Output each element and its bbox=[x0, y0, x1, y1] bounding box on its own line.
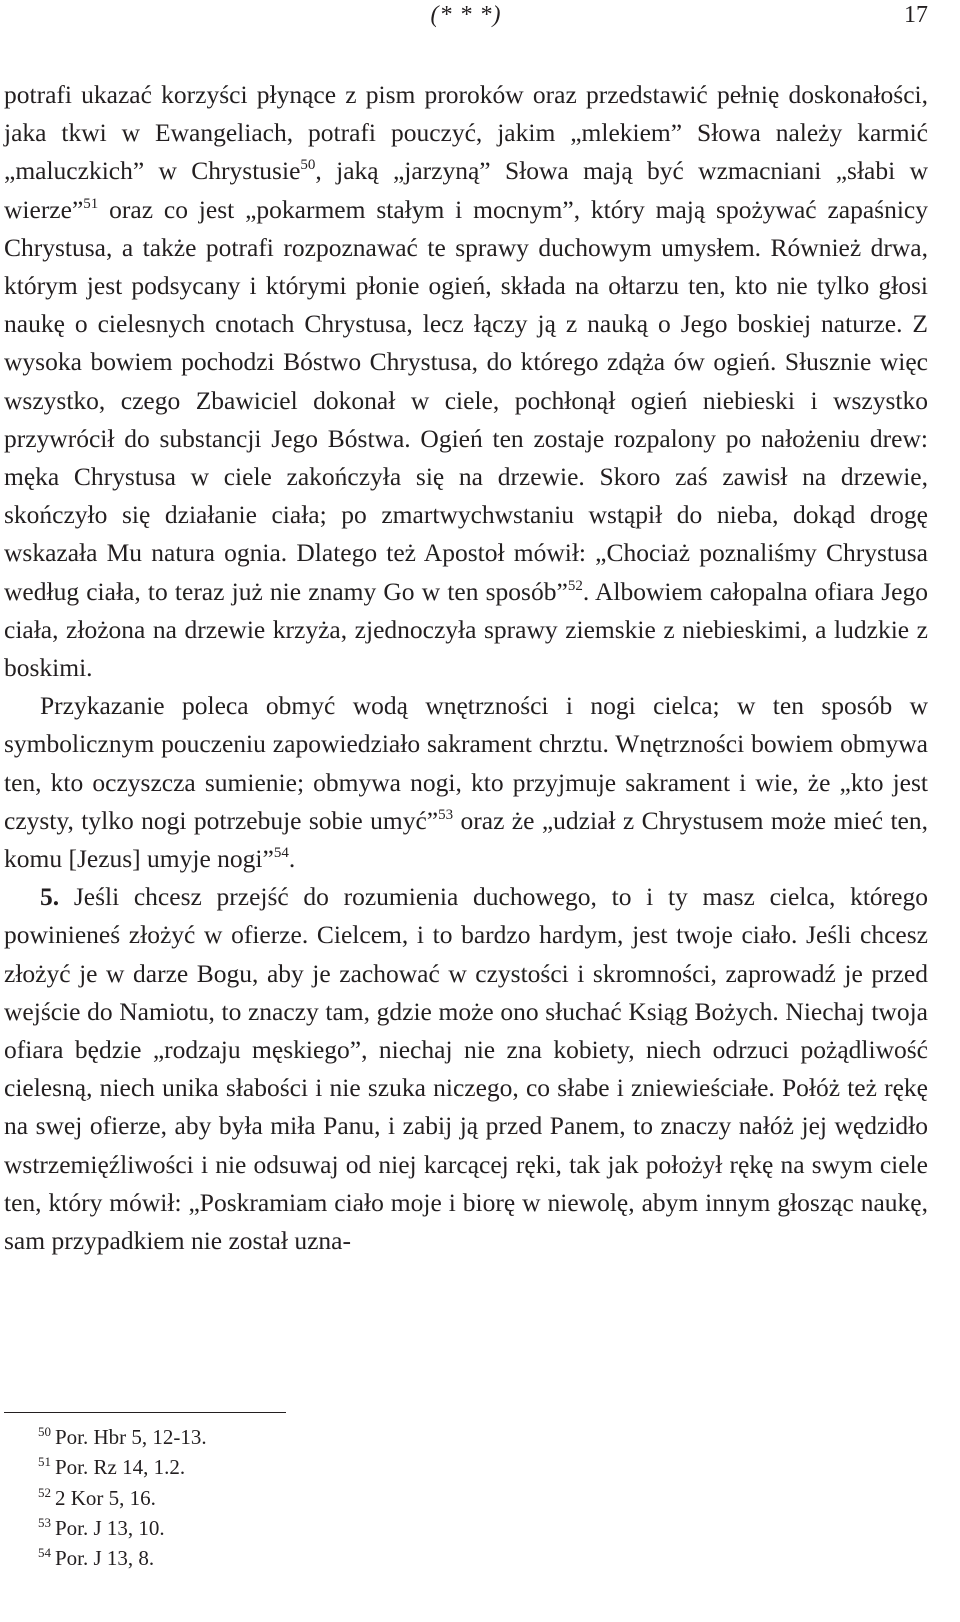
footnote-number: 51 bbox=[38, 1454, 51, 1470]
text-run: Jeśli chcesz przejść do rozumienia duchowego, to i ty masz cielca, którego powinieneś złożyć w ofierze. Cielcem, i to bardzo hardym, jest twoje ciało. Jeśli chcesz złożyć je w darze Bogu, aby je zachować w czystości i skromności, zaprowadź je przed wejście do Namiotu, to znaczy tam, gdzie może ono słuchać Ksiąg Bożych. Niechaj twoja ofiara będzie „rodzaju męskiego”, niechaj nie zna kobiety, niech odrzuci pożądliwość cielesną, niech unika słabości i nie szuka niczego, co słabe i zniewieściałe. Połóż też rękę na swej ofierze, aby była miła Panu, i zabij ją przed Panem, to znaczy nałóż jej wędzidło wstrzemięźliwości i nie odsuwaj od niej karcącej ręki, tak jak położył rękę na swym ciele ten, który mówił: „Poskramiam ciało moje i biorę w niewolę, abym innym głosząc naukę, sam przypadkiem nie został uzna- bbox=[4, 882, 928, 1256]
footnote-text: Por. Rz 14, 1.2. bbox=[55, 1455, 186, 1480]
footnote-text: Por. J 13, 10. bbox=[55, 1515, 165, 1540]
footnote bbox=[38, 1452, 928, 1482]
footnote-reference: 51 bbox=[83, 195, 99, 212]
text-run: , jaką „jarzyną” Słowa mają być wzmacniani „słabi w wierze” bbox=[4, 156, 928, 224]
footnote bbox=[38, 1422, 928, 1452]
footnote-text: Por. J 13, 8. bbox=[55, 1546, 155, 1571]
footnote-number: 54 bbox=[38, 1545, 51, 1561]
footnote bbox=[38, 1513, 928, 1543]
footnote-text: Por. Hbr 5, 12-13. bbox=[55, 1425, 207, 1449]
paragraph bbox=[4, 687, 928, 878]
page-header bbox=[4, 0, 928, 36]
paragraph bbox=[4, 76, 928, 687]
text-run: Przykazanie poleca obmyć wodą wnętrzności i nogi cielca; w ten sposób w symbolicznym pouczeniu zapowiedziało sakrament chrztu. Wnętrzności bowiem obmywa ten, kto oczyszcza sumienie; obmywa nogi, kto przyjmuje sakrament i wie, że „kto jest czysty, tylko nogi potrzebuje sobie umyć” bbox=[4, 691, 928, 835]
footnote bbox=[38, 1483, 928, 1513]
footnote-reference: 53 bbox=[438, 806, 454, 823]
footnote-text: 2 Kor 5, 16. bbox=[55, 1485, 156, 1510]
running-head: (* * *) bbox=[430, 2, 502, 28]
footnote bbox=[38, 1543, 928, 1573]
text-run: oraz że „udział z Chrystusem może mieć ten, komu [Jezus] umyje nogi” bbox=[4, 805, 928, 874]
footnote-number: 50 bbox=[38, 1424, 51, 1439]
text-run: oraz co jest „pokarmem stałym i mocnym”, który mają spożywać zapaśnicy Chrystusa, a także potrafi rozpoznawać te sprawy duchowym umysłem. Również drwa, którym jest podsycany i którymi płonie ogień, składa na ołtarzu ten, kto nie tylko głosi naukę o cielesnych cnotach Chrystusa, lecz łączy ją z nauką o Jego boskiej naturze. Z wysoka bowiem pochodzi Bóstwo Chrystusa, do którego zdąża ów ogień. Słusznie więc wszystko, czego Zbawiciel dokonał w ciele, pochłonął ogień niebieski i wszystko przywrócił do substancji Jego Bóstwa. Ogień ten zostaje rozpalony po nałożeniu drew: męka Chrystusa w ciele zakończyła się na drzewie. Skoro zaś zawisł na drzewie, skończyło się działanie ciała; po zmartwychwstaniu wstąpił do nieba, dokąd drogę wskazała Mu natura ognia. Dlatego też Apostoł mówił: „Chociaż poznaliśmy Chrystusa według ciała, to teraz już nie znamy Go w ten sposób” bbox=[4, 194, 928, 606]
footnote-number: 52 bbox=[38, 1484, 51, 1500]
text-run: . bbox=[288, 844, 296, 874]
text-run: potrafi ukazać korzyści płynące z pism proroków oraz przedstawić pełnię doskonałości, jaka tkwi w Ewangeliach, potrafi pouczyć, jakim „mlekiem” Słowa należy karmić „maluczkich” w Chrystusie bbox=[4, 80, 928, 186]
section-number: 5. bbox=[40, 882, 60, 912]
footnotes bbox=[38, 1422, 928, 1573]
footnote-number: 53 bbox=[38, 1514, 51, 1530]
page-number: 17 bbox=[904, 2, 928, 28]
footnote-divider bbox=[4, 1412, 286, 1413]
footnote-reference: 52 bbox=[567, 577, 583, 594]
text-run: . Albowiem całopalna ofiara Jego ciała, złożona na drzewie krzyża, zjednoczyła sprawy ziemskie z niebieskimi, a ludzkie z boskimi. bbox=[4, 576, 928, 683]
footnote-reference: 54 bbox=[273, 845, 289, 862]
body-text bbox=[4, 76, 928, 1260]
footnote-reference: 50 bbox=[300, 157, 316, 174]
paragraph bbox=[4, 878, 928, 1260]
